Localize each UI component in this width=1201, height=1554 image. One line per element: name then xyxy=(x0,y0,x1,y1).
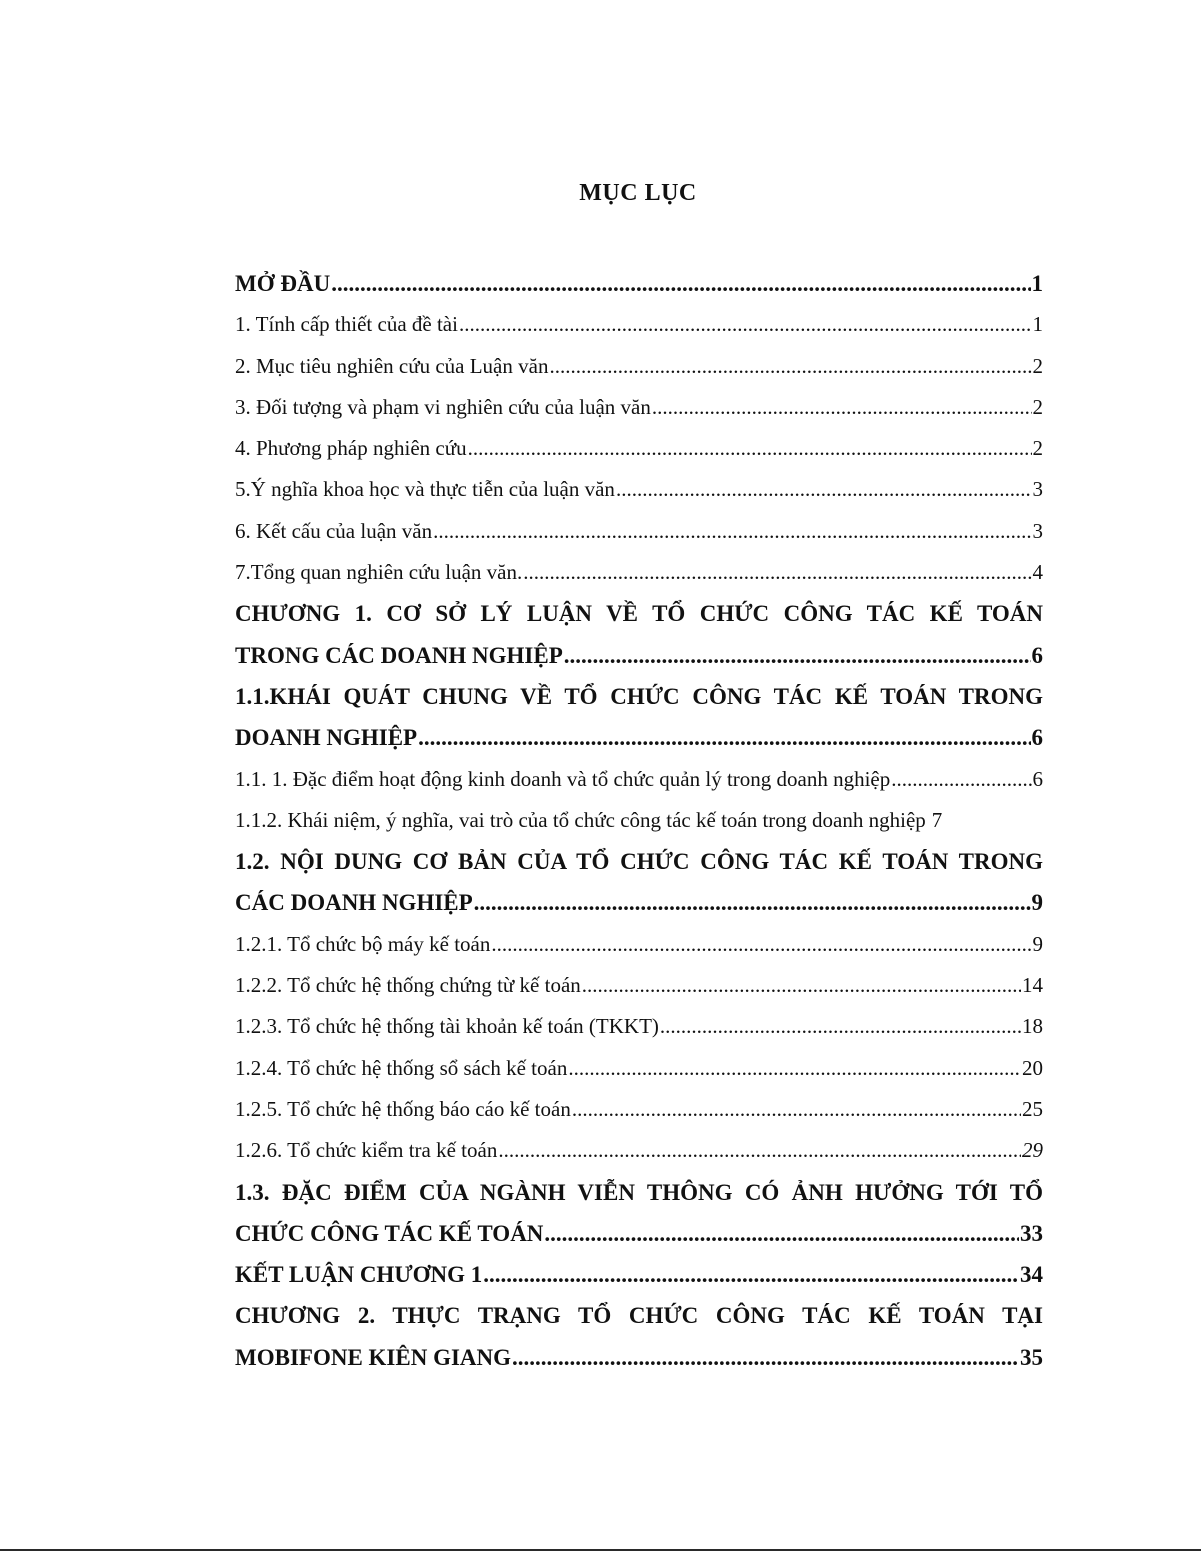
toc-entry-text: 2. Mục tiêu nghiên cứu của Luận văn xyxy=(235,353,549,378)
toc-entry-text: 5.Ý nghĩa khoa học và thực tiễn của luận văn xyxy=(235,477,615,502)
table-of-contents xyxy=(235,263,1043,1378)
toc-entry-text: 1.1. 1. Đặc điểm hoạt động kinh doanh và tổ chức quản lý trong doanh nghiệp xyxy=(235,766,891,791)
toc-entry-page: 3 xyxy=(1032,518,1043,543)
toc-entry-page: 25 xyxy=(1022,1096,1043,1121)
toc-title: MỤC LỤC xyxy=(579,180,697,206)
toc-entry xyxy=(235,759,1043,800)
toc-leader-dots xyxy=(433,511,1031,552)
toc-entry xyxy=(235,1337,1043,1378)
toc-entry-text: TRONG CÁC DOANH NGHIỆP xyxy=(235,642,563,668)
toc-entry xyxy=(235,1254,1043,1295)
toc-entry xyxy=(235,924,1043,965)
toc-entry xyxy=(235,1213,1043,1254)
toc-entry-text: 1.2.5. Tổ chức hệ thống báo cáo kế toán xyxy=(235,1096,571,1121)
toc-entry-page: 2 xyxy=(1032,394,1043,419)
toc-leader-dots xyxy=(652,387,1032,428)
toc-entry xyxy=(235,552,1043,593)
toc-entry-page: 18 xyxy=(1022,1014,1043,1039)
toc-entry-page: 3 xyxy=(1032,477,1043,502)
toc-entry-text: MOBIFONE KIÊN GIANG xyxy=(235,1344,512,1370)
toc-leader-dots xyxy=(512,1337,1019,1378)
toc-entry xyxy=(235,469,1043,510)
toc-entry xyxy=(235,346,1043,387)
toc-leader-dots xyxy=(660,1006,1021,1047)
toc-heading-line: 1.2. NỘI DUNG CƠ BẢN CỦA TỔ CHỨC CÔNG TÁC KẾ TOÁN TRONG xyxy=(235,849,1043,875)
toc-heading-line: 1.3. ĐẶC ĐIỂM CỦA NGÀNH VIỄN THÔNG CÓ ẢNH HƯỞNG TỚI TỔ xyxy=(235,1179,1043,1205)
toc-entry-page: 1 xyxy=(1031,271,1043,296)
toc-entry-text: CHỨC CÔNG TÁC KẾ TOÁN xyxy=(235,1220,544,1246)
toc-entry-page: 6 xyxy=(1031,725,1043,751)
toc-leader-dots xyxy=(564,635,1031,676)
toc-entry xyxy=(235,304,1043,345)
toc-entry xyxy=(235,1006,1043,1047)
toc-entry-text: 1.2.4. Tổ chức hệ thống sổ sách kế toán xyxy=(235,1055,568,1080)
toc-entry-page: 33 xyxy=(1020,1220,1043,1246)
toc-heading-line: 1.1.KHÁI QUÁT CHUNG VỀ TỔ CHỨC CÔNG TÁC KẾ TOÁN TRONG xyxy=(235,683,1043,709)
toc-leader-dots xyxy=(582,965,1021,1006)
toc-entry-page: 6 xyxy=(1032,766,1043,791)
toc-entry xyxy=(235,511,1043,552)
toc-leader-dots xyxy=(616,469,1032,510)
toc-entry-page: 29 xyxy=(1022,1138,1043,1163)
toc-entry-text: MỞ ĐẦU xyxy=(235,271,331,296)
toc-leader-dots xyxy=(483,1254,1019,1295)
toc-leader-dots xyxy=(498,1130,1021,1171)
toc-entry-page: 6 xyxy=(1031,642,1043,668)
toc-entry-text: KẾT LUẬN CHƯƠNG 1 xyxy=(235,1262,483,1288)
toc-entry xyxy=(235,263,1043,304)
toc-entry xyxy=(235,635,1043,676)
toc-leader-dots xyxy=(331,263,1030,304)
toc-entry-text: 1.2.6. Tổ chức kiểm tra kế toán xyxy=(235,1138,498,1163)
toc-entry xyxy=(235,800,1043,841)
toc-entry-text: 6. Kết cấu của luận văn xyxy=(235,518,433,543)
toc-entry-text: 1.1.2. Khái niệm, ý nghĩa, vai trò của tổ chức công tác kế toán trong doanh nghiệp xyxy=(235,807,926,832)
toc-entry-page: 20 xyxy=(1022,1055,1043,1080)
toc-entry-text: 1. Tính cấp thiết của đề tài xyxy=(235,312,458,337)
toc-entry-page: 2 xyxy=(1032,436,1043,461)
toc-leader-dots xyxy=(418,717,1030,758)
toc-entry-text: 3. Đối tượng và phạm vi nghiên cứu của luận văn xyxy=(235,394,651,419)
toc-entry-text: 7.Tổng quan nghiên cứu luận văn. xyxy=(235,560,523,585)
toc-entry-page: 4 xyxy=(1032,560,1043,585)
toc-entry-text: DOANH NGHIỆP xyxy=(235,725,418,751)
toc-entry-text: CÁC DOANH NGHIỆP xyxy=(235,890,473,916)
toc-leader-dots xyxy=(474,882,1031,923)
toc-heading-line: CHƯƠNG 2. THỰC TRẠNG TỔ CHỨC CÔNG TÁC KẾ TOÁN TẠI xyxy=(235,1303,1043,1329)
toc-entry-page: 2 xyxy=(1032,353,1043,378)
toc-entry xyxy=(235,387,1043,428)
toc-entry xyxy=(235,717,1043,758)
toc-entry-page: 9 xyxy=(1031,890,1043,916)
toc-leader-dots xyxy=(459,304,1032,345)
toc-entry xyxy=(235,1130,1043,1171)
toc-entry xyxy=(235,1048,1043,1089)
toc-entry xyxy=(235,882,1043,923)
toc-entry-text: 1.2.1. Tổ chức bộ máy kế toán xyxy=(235,931,491,956)
toc-entry-text: 4. Phương pháp nghiên cứu xyxy=(235,436,467,461)
toc-entry-page: 35 xyxy=(1020,1344,1043,1370)
toc-leader-dots xyxy=(572,1089,1021,1130)
toc-entry-page: 7 xyxy=(931,807,943,832)
toc-entry xyxy=(235,965,1043,1006)
toc-heading-line: CHƯƠNG 1. CƠ SỞ LÝ LUẬN VỀ TỔ CHỨC CÔNG TÁC KẾ TOÁN xyxy=(235,601,1043,627)
toc-entry-text: 1.2.2. Tổ chức hệ thống chứng từ kế toán xyxy=(235,973,581,998)
toc-leader-dots xyxy=(891,759,1031,800)
toc-leader-dots xyxy=(568,1048,1021,1089)
toc-entry-page: 1 xyxy=(1032,312,1043,337)
page-bottom-rule xyxy=(0,1549,1201,1551)
toc-entry xyxy=(235,1089,1043,1130)
toc-leader-dots xyxy=(544,1213,1019,1254)
toc-entry-page: 14 xyxy=(1022,973,1043,998)
toc-entry xyxy=(235,428,1043,469)
toc-entry-page: 34 xyxy=(1020,1262,1043,1288)
toc-entry-text: 1.2.3. Tổ chức hệ thống tài khoản kế toán (TKKT) xyxy=(235,1014,659,1039)
toc-leader-dots xyxy=(523,552,1031,593)
toc-leader-dots xyxy=(491,924,1031,965)
toc-leader-dots xyxy=(549,346,1031,387)
toc-entry-page: 9 xyxy=(1032,931,1043,956)
toc-leader-dots xyxy=(468,428,1032,469)
